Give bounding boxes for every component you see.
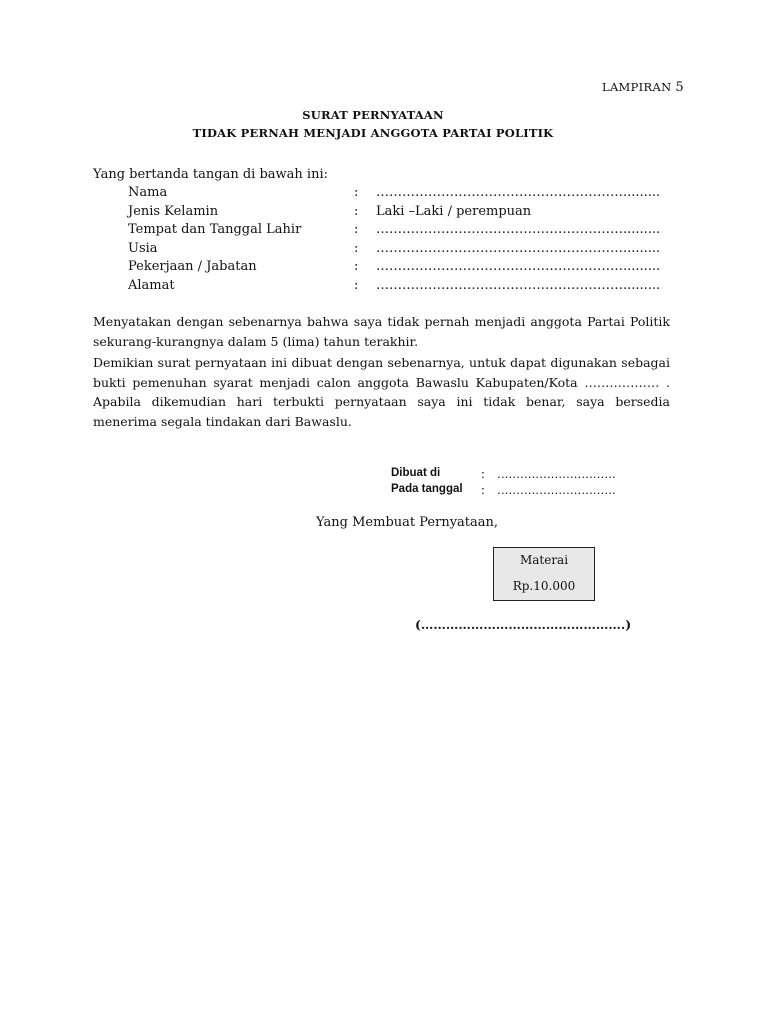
dibuat-di-value: …………………………. (497, 467, 616, 481)
field-usia (128, 240, 661, 260)
pada-tanggal-colon: : (481, 483, 485, 497)
field-colon: : (354, 185, 359, 200)
field-value: …………………………………………………......... (376, 240, 661, 256)
field-colon: : (354, 222, 359, 237)
materai-stamp-box (493, 547, 595, 601)
materai-label: Materai (519, 553, 569, 567)
field-value: Laki –Laki / perempuan (376, 203, 532, 219)
dibuat-di-label: Dibuat di (391, 467, 441, 479)
field-label: Alamat (128, 277, 175, 293)
pada-tanggal-row (391, 483, 651, 499)
identity-fields (128, 185, 661, 296)
place-date-block (391, 467, 651, 499)
dibuat-di-row (391, 467, 651, 483)
lampiran-label (602, 80, 684, 95)
field-label: Jenis Kelamin (128, 203, 219, 219)
field-value: …………………………………………………......... (376, 259, 661, 274)
field-label: Nama (128, 185, 168, 200)
field-colon: : (354, 203, 359, 219)
field-label: Pekerjaan / Jabatan (128, 259, 257, 274)
document-subtitle: TIDAK PERNAH MENJADI ANGGOTA PARTAI POLITIK (192, 126, 554, 140)
field-tempat-tanggal-lahir (128, 222, 661, 241)
field-value: …………………………………………………......... (376, 185, 661, 200)
materai-value: Rp.10.000 (512, 579, 576, 593)
field-label: Usia (128, 240, 158, 256)
lampiran-text: LAMPIRAN (602, 80, 672, 94)
document-title: SURAT PERNYATAAN (302, 108, 444, 122)
signature-line: (………………………………………….) (415, 617, 632, 632)
closing-paragraph: Demikian surat pernyataan ini dibuat dengan sebenarnya, untuk dapat digunakan sebagai bukti pemenuhan syarat menjadi calon anggota Bawaslu Kabupaten/Kota ……………… . Apabila dikemudian hari terbukti pernyataan saya ini tidak benar, saya bersedia menerima segala tindakan dari Bawaslu. (93, 355, 670, 429)
field-pekerjaan-jabatan (128, 259, 661, 278)
statement-paragraph: Menyatakan dengan sebenarnya bahwa saya tidak pernah menjadi anggota Partai Politik sekurang-kurangnya dalam 5 (lima) tahun terakhir. (93, 314, 670, 349)
dibuat-di-colon: : (481, 467, 485, 481)
field-jenis-kelamin (128, 204, 658, 223)
field-colon: : (354, 259, 359, 274)
intro-text: Yang bertanda tangan di bawah ini: (93, 167, 328, 182)
field-alamat (128, 277, 661, 297)
field-colon: : (354, 240, 359, 256)
field-value: …………………………………………………......... (376, 277, 661, 293)
field-colon: : (354, 277, 359, 293)
lampiran-number: 5 (675, 80, 684, 95)
pada-tanggal-label: Pada tanggal (391, 483, 463, 495)
field-value: …………………………………………………......... (376, 222, 661, 237)
pada-tanggal-value: …………………………. (497, 483, 616, 497)
field-nama (128, 185, 661, 204)
signer-label: Yang Membuat Pernyataan, (315, 515, 499, 530)
field-label: Tempat dan Tanggal Lahir (128, 222, 302, 237)
